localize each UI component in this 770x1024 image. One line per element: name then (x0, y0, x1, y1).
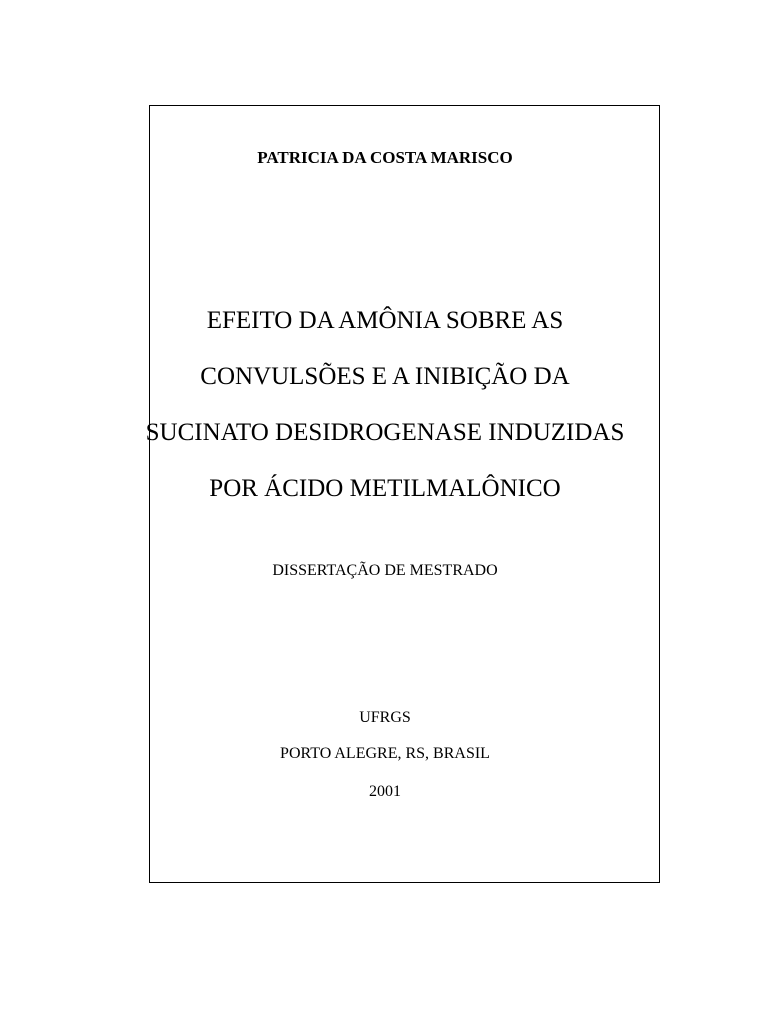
publication-year: 2001 (369, 783, 401, 800)
location-text: PORTO ALEGRE, RS, BRASIL (280, 745, 490, 762)
title-line-3: SUCINATO DESIDROGENASE INDUZIDAS (145, 419, 625, 446)
author-name: PATRICIA DA COSTA MARISCO (257, 148, 513, 167)
title-line-4: POR ÁCIDO METILMALÔNICO (209, 475, 561, 502)
degree-type: DISSERTAÇÃO DE MESTRADO (272, 562, 498, 579)
title-line-2: CONVULSÕES E A INIBIÇÃO DA (200, 363, 570, 390)
institution-name: UFRGS (359, 709, 411, 726)
title-line-1: EFEITO DA AMÔNIA SOBRE AS (206, 307, 564, 334)
